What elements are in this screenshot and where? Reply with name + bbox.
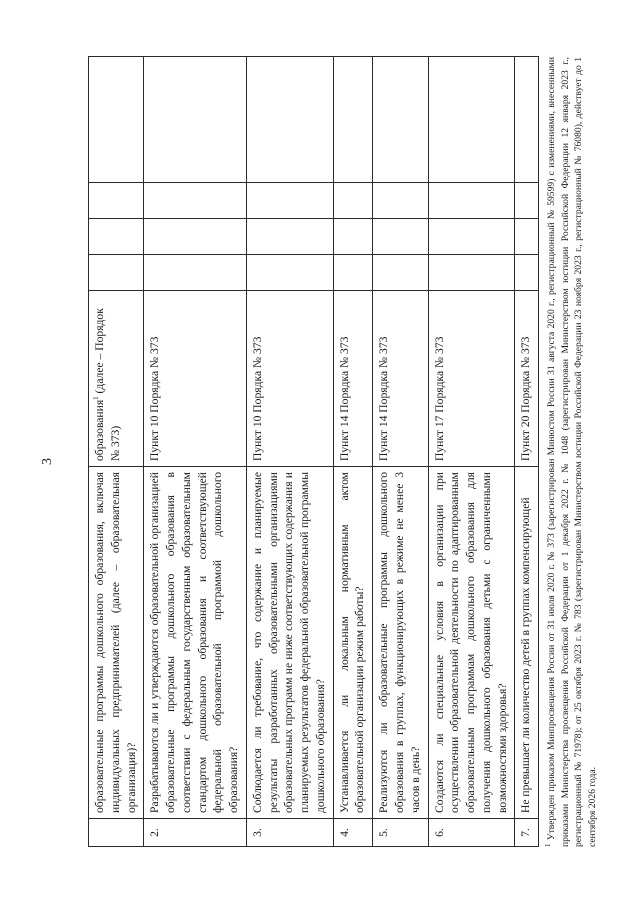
answer-no-cell — [246, 219, 333, 255]
question-cell: образовательные программы дошкольного образования, включая индивидуальных предпринимателей (далее – образовательная организация)? — [89, 467, 144, 819]
notes-cell — [246, 57, 333, 183]
table-row — [144, 57, 247, 847]
footnote-divider — [538, 727, 539, 847]
reference-cell: Пункт 14 Порядка № 373 — [373, 291, 428, 467]
footnote — [544, 57, 600, 847]
answer-yes-cell — [515, 255, 539, 291]
notes-cell — [333, 57, 373, 183]
question-cell: Соблюдается ли требование, что содержание и планируемые результаты разработанных образовательными организациями образовательных программ не ниже соответствующих содержания и планируемых результатов федеральной образовательной программы дошкольного образования? — [246, 467, 333, 819]
answer-na-cell — [373, 183, 428, 219]
reference-cell — [89, 291, 144, 467]
answer-no-cell — [515, 219, 539, 255]
table-row — [373, 57, 428, 847]
row-number: 4. — [333, 819, 373, 847]
answer-yes-cell — [373, 255, 428, 291]
reference-cell: Пункт 10 Порядка № 373 — [144, 291, 247, 467]
question-cell: Разрабатываются ли и утверждаются образовательной организацией образовательные программы дошкольного образования в соответствии с федеральным государственным образовательным стандартом дошкольного образования и соответствующей федеральной образовательной программой дошкольного образования? — [144, 467, 247, 819]
row-number: 5. — [373, 819, 428, 847]
reference-cell: Пункт 20 Порядка № 373 — [515, 291, 539, 467]
answer-na-cell — [144, 183, 247, 219]
answer-na-cell — [428, 183, 515, 219]
table-row — [89, 57, 144, 847]
table-row — [428, 57, 515, 847]
answer-yes-cell — [89, 255, 144, 291]
answer-no-cell — [373, 219, 428, 255]
table-row — [515, 57, 539, 847]
row-number: 6. — [428, 819, 515, 847]
answer-no-cell — [89, 219, 144, 255]
footnote-marker: 1 — [92, 396, 101, 400]
checklist-table — [88, 56, 539, 847]
answer-no-cell — [144, 219, 247, 255]
table-row — [246, 57, 333, 847]
answer-na-cell — [515, 183, 539, 219]
reference-text: образования — [93, 399, 106, 461]
answer-yes-cell — [246, 255, 333, 291]
notes-cell — [515, 57, 539, 183]
reference-cell: Пункт 17 Порядка № 373 — [428, 291, 515, 467]
footnote-text: Утвержден приказом Минпросвещения России от 31 июля 2020 г. № 373 (зарегистрирован Минюстом России 31 августа 2020 г., регистрационный № 59599) с изменениями, внесенными приказами Министерства просвещения Российской Федерации от 1 декабря 2022 г. № 1048 (зарегистрирован Министерством юстиции Российской Федерации 12 января 2023 г., регистрационный № 71978); от 25 октября 2023 г. № 783 (зарегистрирован Министерством юстиции Российской Федерации 23 ноября 2023 г., регистрационный № 76080), действует до 1 сентября 2026 года. — [546, 57, 599, 847]
notes-cell — [144, 57, 247, 183]
reference-cell: Пункт 10 Порядка № 373 — [246, 291, 333, 467]
notes-cell — [428, 57, 515, 183]
answer-na-cell — [246, 183, 333, 219]
row-number — [89, 819, 144, 847]
table-row — [333, 57, 373, 847]
answer-na-cell — [333, 183, 373, 219]
answer-na-cell — [89, 183, 144, 219]
notes-cell — [89, 57, 144, 183]
answer-yes-cell — [144, 255, 247, 291]
question-cell: Реализуются ли образовательные программы дошкольного образования в группах, функционирующих в режиме не менее 3 часов в день? — [373, 467, 428, 819]
row-number: 2. — [144, 819, 247, 847]
row-number: 3. — [246, 819, 333, 847]
question-cell: Устанавливается ли локальным нормативным актом образовательной организации режим работы? — [333, 467, 373, 819]
question-cell: Не превышает ли количество детей в группах компенсирующей — [515, 467, 539, 819]
reference-text-tail: (далее – Порядок № 373) — [93, 308, 122, 461]
notes-cell — [373, 57, 428, 183]
answer-no-cell — [428, 219, 515, 255]
answer-yes-cell — [333, 255, 373, 291]
question-cell: Создаются ли специальные условия в организации при осуществлении образовательной деятельности по адаптированным образовательным программам дошкольного образования для получения дошкольного образования детьми с ограниченными возможностями здоровья? — [428, 467, 515, 819]
reference-cell: Пункт 14 Порядка № 373 — [333, 291, 373, 467]
page-number: 3 — [40, 457, 55, 465]
footnote-mark: 1 — [544, 843, 552, 847]
row-number: 7. — [515, 819, 539, 847]
answer-no-cell — [333, 219, 373, 255]
answer-yes-cell — [428, 255, 515, 291]
